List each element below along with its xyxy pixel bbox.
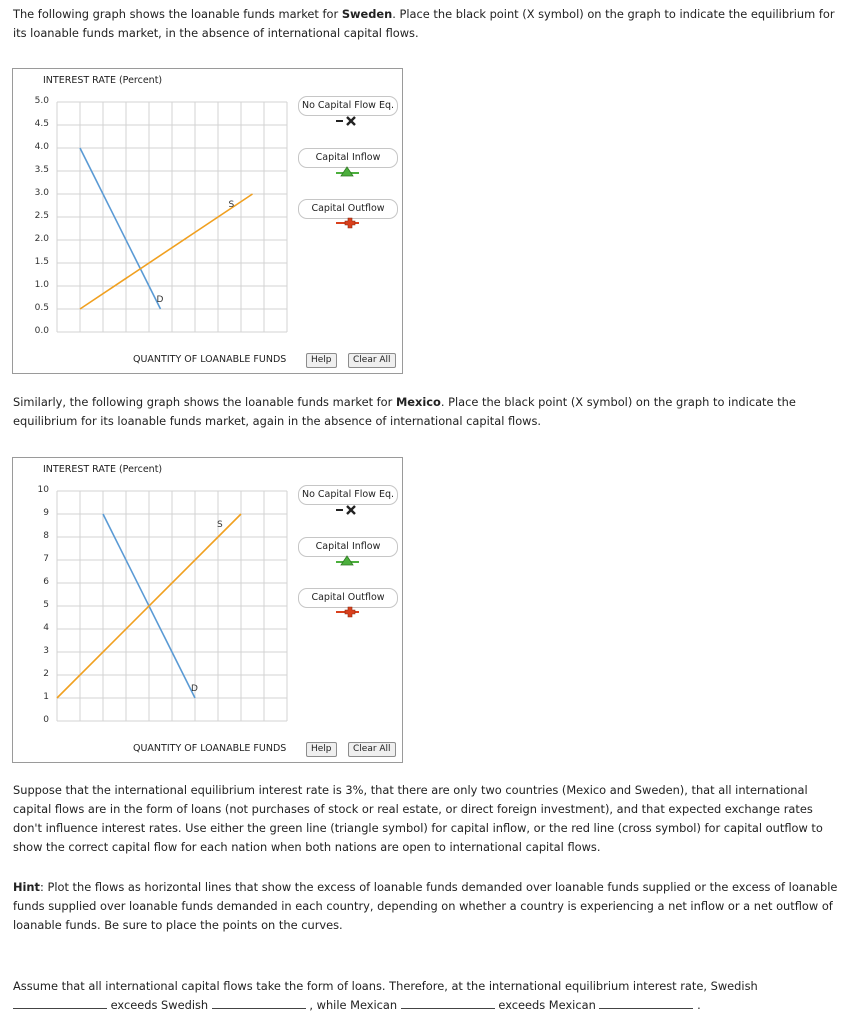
- no-capital-flow-eq-legend[interactable]: No Capital Flow Eq.: [298, 485, 398, 505]
- capital-inflow-legend[interactable]: Capital Inflow: [298, 148, 398, 168]
- x-symbol-tool-icon[interactable]: [335, 114, 361, 128]
- fill-text-3: , while Mexican: [309, 998, 398, 1012]
- y-tick-label: 4.5: [34, 119, 49, 129]
- mexico-instructions-text: Similarly, the following graph shows the loanable funds market for: [13, 395, 396, 409]
- blank-mexican-1[interactable]: [401, 997, 495, 1009]
- hint-paragraph: [13, 878, 843, 935]
- help-button[interactable]: Help: [306, 742, 337, 757]
- y-tick-label: 4: [43, 623, 49, 633]
- y-tick-label: 4.0: [34, 142, 49, 152]
- fill-text-4: exceeds Mexican: [498, 998, 596, 1012]
- y-tick-label: 2.5: [34, 211, 49, 221]
- y-tick-label: 0.5: [34, 303, 49, 313]
- x-symbol-tool-icon[interactable]: [335, 503, 361, 517]
- y-tick-label: 1.0: [34, 280, 49, 290]
- capital-outflow-legend[interactable]: Capital Outflow: [298, 199, 398, 219]
- y-tick-label: 1: [43, 692, 49, 702]
- y-tick-label: 3.5: [34, 165, 49, 175]
- y-axis-title: INTEREST RATE (Percent): [43, 75, 163, 86]
- clear-all-button[interactable]: Clear All: [348, 353, 396, 368]
- y-tick-label: 0.0: [34, 326, 49, 336]
- y-tick-label: 5.0: [34, 96, 49, 106]
- y-tick-label: 9: [43, 508, 49, 518]
- sweden-instructions-text-2: . Place the black point (X symbol) on the graph to indicate the equilibrium for its loanable funds market, in the absence of international capital flows.: [13, 7, 835, 40]
- x-axis-title: QUANTITY OF LOANABLE FUNDS: [133, 354, 287, 365]
- sweden-graph-panel: [12, 68, 403, 374]
- y-tick-label: 2.0: [34, 234, 49, 244]
- y-tick-label: 0: [43, 715, 49, 725]
- demand-curve: [80, 148, 161, 309]
- supply-curve: [80, 194, 253, 309]
- no-capital-flow-eq-legend[interactable]: No Capital Flow Eq.: [298, 96, 398, 116]
- cross-symbol-tool-icon[interactable]: [335, 605, 361, 619]
- fill-in-sentence: [13, 977, 843, 1015]
- blank-swedish-2[interactable]: [212, 997, 306, 1009]
- sweden-country-name: Sweden: [341, 7, 393, 21]
- y-tick-label: 8: [43, 531, 49, 541]
- blank-mexican-2[interactable]: [599, 997, 693, 1009]
- y-tick-label: 7: [43, 554, 49, 564]
- supply-curve-label: S: [228, 200, 235, 210]
- sweden-instructions-text: The following graph shows the loanable funds market for: [13, 7, 342, 21]
- cross-symbol-tool-icon[interactable]: [335, 216, 361, 230]
- help-button[interactable]: Help: [306, 353, 337, 368]
- hint-text: : Plot the flows as horizontal lines that show the excess of loanable funds demanded over loanable funds supplied or the excess of loanable funds supplied over loanable funds demanded in each country, depending on whether a country is experiencing a net inflow or a net outflow of loanable funds. Be sure to place the points on the curves.: [13, 880, 838, 932]
- sweden-instructions: [13, 5, 843, 43]
- question-paragraph: Suppose that the international equilibrium interest rate is 3%, that there are only two countries (Mexico and Sweden), that all international capital flows are in the form of loans (not purchases of stock or real estate, or direct foreign investment), and that expected exchange rates don't influence interest rates. Use either the green line (triangle symbol) for capital inflow, or the red line (cross symbol) for capital outflow to show the correct capital flow for each nation when both nations are open to international capital flows.: [13, 783, 823, 854]
- blank-swedish-1[interactable]: [13, 997, 107, 1009]
- supply-curve-label: S: [217, 520, 223, 530]
- y-tick-label: 5: [43, 600, 49, 610]
- y-axis-title: INTEREST RATE (Percent): [43, 464, 163, 475]
- fill-text-1: Assume that all international capital flows take the form of loans. Therefore, at the international equilibrium interest rate, Swedish: [13, 979, 758, 993]
- triangle-symbol-tool-icon[interactable]: [335, 165, 361, 179]
- triangle-symbol-tool-icon[interactable]: [335, 554, 361, 568]
- demand-curve-label: D: [191, 684, 198, 694]
- mexico-country-name: Mexico: [395, 395, 441, 409]
- y-tick-label: 3.0: [34, 188, 49, 198]
- y-tick-label: 1.5: [34, 257, 49, 267]
- hint-label: Hint: [13, 880, 40, 894]
- y-tick-label: 2: [43, 669, 49, 679]
- y-tick-label: 6: [43, 577, 49, 587]
- mexico-instructions-text-2: . Place the black point (X symbol) on the graph to indicate the equilibrium for its loanable funds market, again in the absence of international capital flows.: [13, 395, 796, 428]
- demand-curve-label: D: [156, 295, 164, 305]
- mexico-instructions: [13, 393, 843, 431]
- y-tick-label: 3: [43, 646, 49, 656]
- fill-text-2: exceeds Swedish: [110, 998, 209, 1012]
- fill-text-5: .: [697, 998, 701, 1012]
- capital-inflow-legend[interactable]: Capital Inflow: [298, 537, 398, 557]
- mexico-graph-panel: [12, 457, 403, 763]
- x-axis-title: QUANTITY OF LOANABLE FUNDS: [133, 743, 287, 754]
- capital-outflow-legend[interactable]: Capital Outflow: [298, 588, 398, 608]
- clear-all-button[interactable]: Clear All: [348, 742, 396, 757]
- y-tick-label: 10: [37, 485, 49, 495]
